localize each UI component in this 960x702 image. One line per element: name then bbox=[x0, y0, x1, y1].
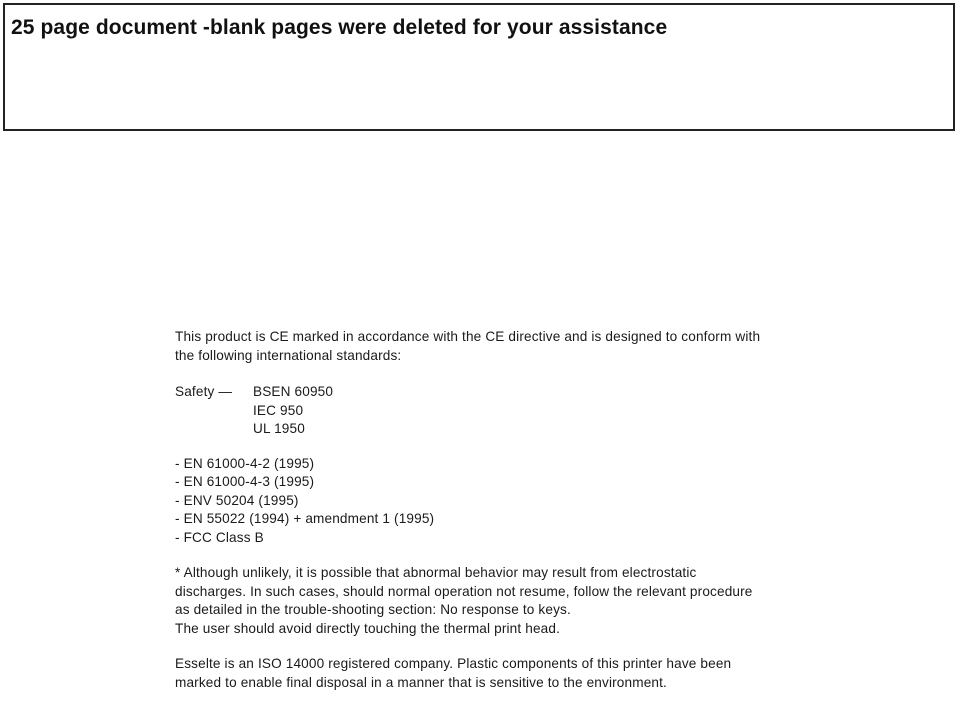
emc-standard: - EN 61000-4-2 (1995) bbox=[175, 455, 315, 471]
emc-standard: - EN 61000-4-3 (1995) bbox=[175, 474, 315, 489]
iso-statement-line: Esselte is an ISO 14000 registered company. Plastic components of this printer have been bbox=[175, 656, 732, 671]
emc-standard: - EN 55022 (1994) + amendment 1 (1995) bbox=[175, 511, 435, 526]
safety-standard: UL 1950 bbox=[253, 421, 305, 436]
safety-label: Safety — bbox=[175, 384, 233, 399]
esd-note bbox=[175, 564, 815, 638]
esd-note-line: The user should avoid directly touching the thermal print head. bbox=[175, 620, 561, 636]
esd-note-line: * Although unlikely, it is possible that abnormal behavior may result from electrostatic bbox=[175, 565, 697, 580]
emc-standard: - ENV 50204 (1995) bbox=[175, 492, 299, 508]
safety-standards bbox=[175, 383, 815, 439]
safety-standard: BSEN 60950 bbox=[253, 384, 334, 399]
safety-standard: IEC 950 bbox=[253, 402, 304, 418]
deleted-pages-banner bbox=[3, 3, 955, 131]
ce-statement-line-1: This product is CE marked in accordance with the CE directive and is designed to conform with bbox=[175, 329, 761, 344]
emc-standard: - FCC Class B bbox=[175, 529, 264, 545]
banner-title: 25 page document -blank pages were deleted for your assistance bbox=[11, 16, 668, 39]
safety-row bbox=[175, 383, 815, 402]
emc-standards-list bbox=[175, 455, 815, 548]
esd-note-line: as detailed in the trouble-shooting section: No response to keys. bbox=[175, 602, 571, 617]
ce-statement bbox=[175, 328, 815, 365]
iso-statement bbox=[175, 655, 815, 692]
esd-note-line: discharges. In such cases, should normal operation not resume, follow the relevant procedure bbox=[175, 583, 753, 599]
compliance-text bbox=[175, 328, 815, 692]
iso-statement-line: marked to enable final disposal in a manner that is sensitive to the environment. bbox=[175, 674, 667, 690]
ce-statement-line-2: the following international standards: bbox=[175, 347, 402, 363]
